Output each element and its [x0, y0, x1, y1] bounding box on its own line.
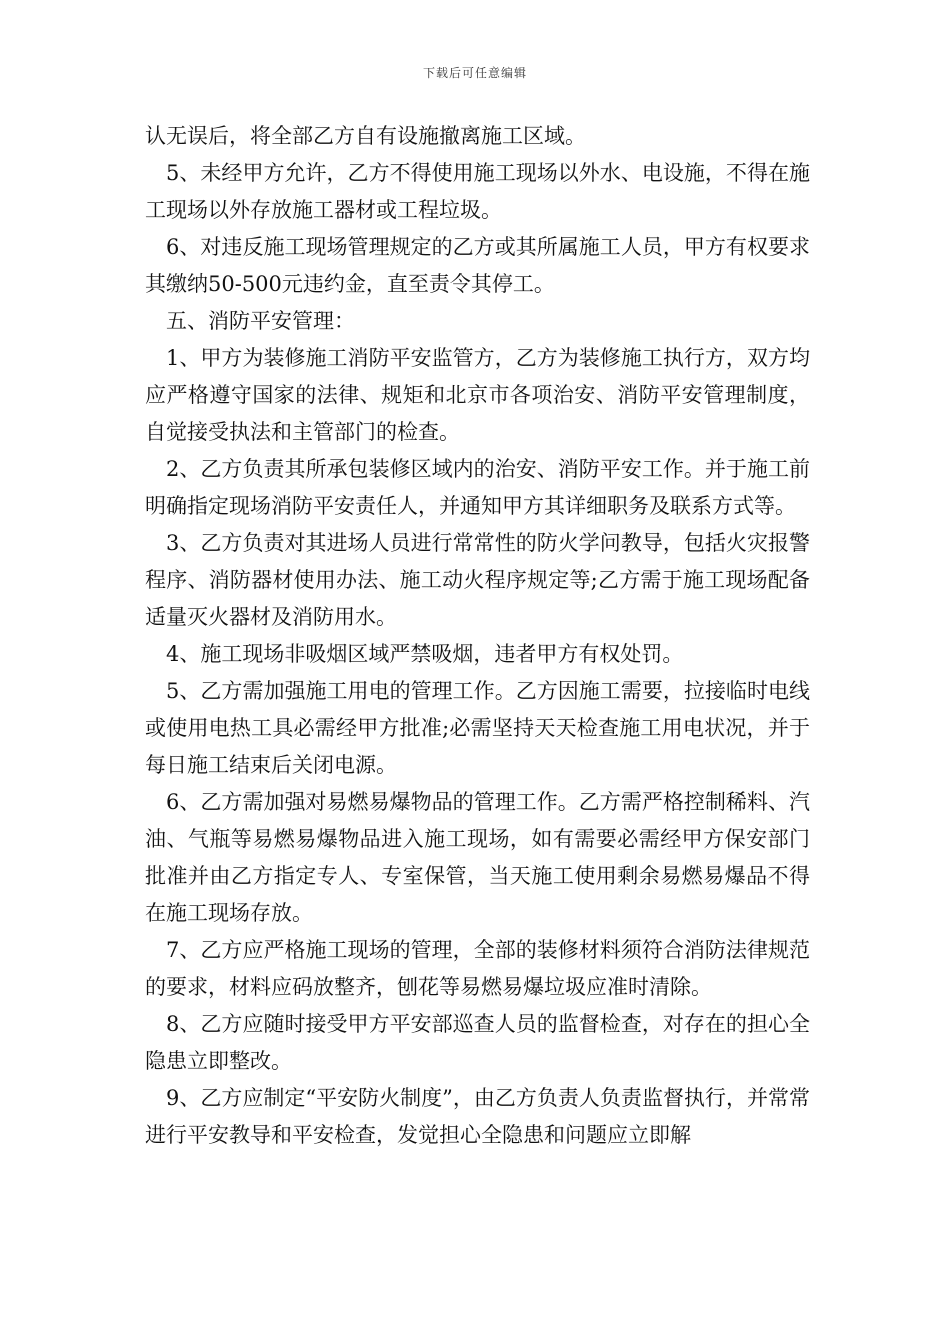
paragraph-fire-item-9: 9、乙方应制定“平安防火制度”，由乙方负责人负责监督执行，并常常进行平安教导和平安检查，发觉担心全隐患和问题应立即解 [145, 1086, 810, 1147]
paragraph-fire-item-3: 3、乙方负责对其进场人员进行常常性的防火学问教导，包括火灾报警程序、消防器材使用办法、施工动火程序规定等;乙方需于施工现场配备适量灭火器材及消防用水。 [145, 531, 810, 629]
page-header: 下载后可任意编辑 [422, 66, 527, 80]
paragraph-fire-item-7: 7、乙方应严格施工现场的管理，全部的装修材料须符合消防法律规范的要求，材料应码放整齐，刨花等易燃易爆垃圾应准时清除。 [145, 938, 810, 999]
section-heading-fire-safety: 五、消防平安管理： [166, 309, 355, 333]
paragraph-fire-item-5: 5、乙方需加强施工用电的管理工作。乙方因施工需要，拉接临时电线或使用电热工具必需经甲方批准;必需坚持天天检查施工用电状况，并于每日施工结束后关闭电源。 [145, 679, 810, 777]
paragraph-fire-item-6: 6、乙方需加强对易燃易爆物品的管理工作。乙方需严格控制稀料、汽油、气瓶等易燃易爆物品进入施工现场，如有需要必需经甲方保安部门批准并由乙方指定专人、专室保管，当天施工使用剩余易燃易爆品不得在施工现场存放。 [145, 790, 810, 925]
paragraph-item-5-utilities: 5、未经甲方允许，乙方不得使用施工现场以外水、电设施，不得在施工现场以外存放施工器材或工程垃圾。 [145, 161, 810, 222]
paragraph-continuation: 认无误后，将全部乙方自有设施撤离施工区域。 [145, 124, 586, 148]
paragraph-fire-item-8: 8、乙方应随时接受甲方平安部巡查人员的监督检查，对存在的担心全隐患立即整改。 [145, 1012, 810, 1073]
paragraph-fire-item-1: 1、甲方为装修施工消防平安监管方，乙方为装修施工执行方，双方均应严格遵守国家的法律、规矩和北京市各项治安、消防平安管理制度，自觉接受执法和主管部门的检查。 [145, 346, 810, 444]
paragraph-fire-item-4: 4、施工现场非吸烟区域严禁吸烟，违者甲方有权处罚。 [166, 642, 684, 666]
paragraph-item-6-penalty: 6、对违反施工现场管理规定的乙方或其所属施工人员，甲方有权要求其缴纳50-500元违约金，直至责令其停工。 [145, 235, 810, 296]
paragraph-fire-item-2: 2、乙方负责其所承包装修区域内的治安、消防平安工作。并于施工前明确指定现场消防平安责任人，并通知甲方其详细职务及联系方式等。 [145, 457, 810, 518]
document-body [145, 118, 810, 1154]
